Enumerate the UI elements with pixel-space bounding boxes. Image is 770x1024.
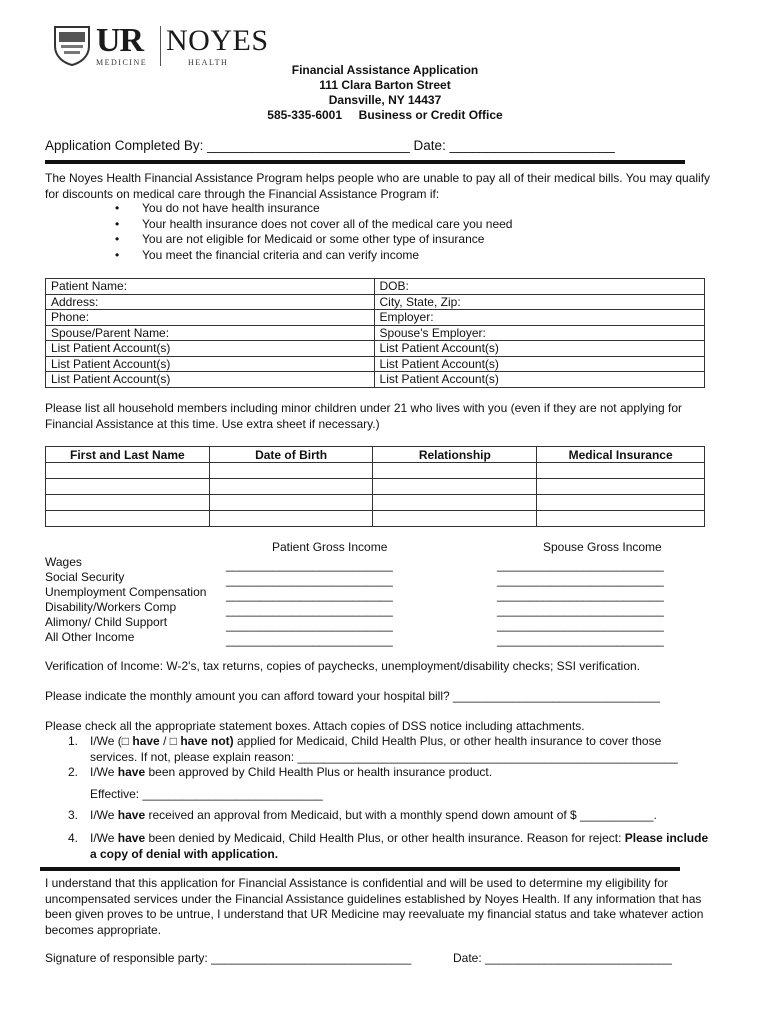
spouse-income-header: Spouse Gross Income <box>543 540 662 554</box>
patient-income-input[interactable]: _________________________ <box>226 633 393 647</box>
have-not-checkbox-label[interactable]: have not) <box>180 734 234 748</box>
explain-reason-field[interactable]: services. If not, please explain reason: _________________________________________________________ <box>90 749 678 764</box>
statement-text: been denied by Medicaid, Child Health Plus, or other health insurance. Reason for reject: <box>145 831 625 845</box>
statement-3 <box>68 808 730 824</box>
table-cell[interactable] <box>537 463 705 479</box>
statement-text: applied for Medicaid, Child Health Plus, or other health insurance to cover those <box>233 734 662 748</box>
signature-date-field[interactable]: Date: ____________________________ <box>453 951 672 965</box>
criteria-list <box>142 201 702 263</box>
table-cell[interactable] <box>537 495 705 511</box>
logo-divider <box>160 26 161 66</box>
statement-text: I/We <box>90 808 118 822</box>
list-item: • You do not have health insurance <box>142 201 702 217</box>
logo-ur: UR <box>96 22 144 59</box>
patient-income-input[interactable]: _________________________ <box>226 558 393 572</box>
statement-text: I/We <box>90 765 118 779</box>
statement-1 <box>68 734 730 765</box>
income-label: Unemployment Compensation <box>45 585 207 599</box>
table-cell[interactable] <box>373 495 537 511</box>
list-item: • You meet the financial criteria and can verify income <box>142 248 702 264</box>
table-row <box>46 356 705 372</box>
statement-emphasis: Please include a copy of denial with application. <box>90 831 709 861</box>
spouse-parent-name-field[interactable]: Spouse/Parent Name: <box>46 325 375 341</box>
list-item: • You are not eligible for Medicaid or some other type of insurance <box>142 232 702 248</box>
understanding-statement: I understand that this application for Financial Assistance is confidential and will be used to determine my eligibility for uncompensated services under the Financial Assistance guidelines established by Noyes Health. If any information that has been given proves to be untrue, I understand that UR Medicine may reevaluate my financial status and take whatever action becomes appropriate. <box>45 876 704 937</box>
effective-date-field[interactable]: Effective: ___________________________ <box>90 787 323 801</box>
column-header: First and Last Name <box>46 447 210 463</box>
city-state-zip: Dansville, NY 14437 <box>328 93 442 107</box>
household-instructions: Please list all household members including minor children under 21 who lives with you (even if they are not applying for Financial Assistance at this time. Use extra sheet if necessary.) <box>45 401 683 431</box>
statement-text: I/We (□ <box>90 734 133 748</box>
table-cell[interactable] <box>46 511 210 527</box>
verification-note: Verification of Income: W-2's, tax returns, copies of paychecks, unemployment/disability checks; SSI verification. <box>45 659 640 673</box>
table-cell[interactable] <box>373 511 537 527</box>
table-header-row <box>46 447 705 463</box>
table-row <box>46 511 705 527</box>
table-row <box>46 463 705 479</box>
statement-number: 3. <box>68 808 79 822</box>
statement-text: I/We <box>90 831 118 845</box>
table-cell[interactable] <box>46 463 210 479</box>
income-label: Disability/Workers Comp <box>45 600 177 614</box>
completed-by-field[interactable]: Application Completed By: ___________________________ Date: ______________________ <box>45 138 615 153</box>
patient-account-field[interactable]: List Patient Account(s) <box>374 372 704 388</box>
table-cell[interactable] <box>537 479 705 495</box>
logo-medicine: MEDICINE <box>96 58 148 67</box>
table-row <box>46 325 705 341</box>
phone-field[interactable]: Phone: <box>46 310 375 326</box>
statement-text: received an approval from Medicaid, but with a monthly spend down amount of $ ___________. <box>145 808 657 822</box>
patient-info-table <box>45 278 705 388</box>
table-cell[interactable] <box>373 479 537 495</box>
statement-text: / □ <box>159 734 181 748</box>
spouse-income-input[interactable]: _________________________ <box>497 603 664 617</box>
statements-list-cont <box>68 831 710 862</box>
spouse-income-input[interactable]: _________________________ <box>497 558 664 572</box>
table-row <box>46 341 705 357</box>
intro-paragraph: The Noyes Health Financial Assistance Program helps people who are unable to pay all of their medical bills. You may qualify for discounts on medical care through the Financial Assistance Program if: <box>45 171 711 201</box>
logo-health: HEALTH <box>188 58 229 67</box>
table-cell[interactable] <box>537 511 705 527</box>
patient-income-header: Patient Gross Income <box>272 540 388 554</box>
patient-income-input[interactable]: _________________________ <box>226 573 393 587</box>
income-label: Alimony/ Child Support <box>45 615 168 629</box>
table-row <box>46 294 705 310</box>
patient-account-field[interactable]: List Patient Account(s) <box>374 341 704 357</box>
statement-text: been approved by Child Health Plus or health insurance product. <box>145 765 493 779</box>
patient-income-fields <box>226 558 393 648</box>
statement-emphasis: have <box>117 808 146 822</box>
logo <box>52 22 270 68</box>
patient-income-input[interactable]: _________________________ <box>226 618 393 632</box>
address-field[interactable]: Address: <box>46 294 375 310</box>
table-cell[interactable] <box>209 511 373 527</box>
column-header: Relationship <box>373 447 537 463</box>
spouse-income-fields <box>497 558 664 648</box>
spouse-income-input[interactable]: _________________________ <box>497 588 664 602</box>
patient-account-field[interactable]: List Patient Account(s) <box>46 356 375 372</box>
income-label: Social Security <box>45 570 125 584</box>
table-cell[interactable] <box>209 495 373 511</box>
check-instructions: Please check all the appropriate statement boxes. Attach copies of DSS notice including attachments. <box>45 719 585 733</box>
divider-rule <box>45 160 685 164</box>
street-address: 111 Clara Barton Street <box>319 78 451 92</box>
table-row <box>46 279 705 295</box>
statements-list-cont <box>68 808 730 824</box>
table-row <box>46 495 705 511</box>
spouse-employer-field[interactable]: Spouse's Employer: <box>374 325 704 341</box>
patient-account-field[interactable]: List Patient Account(s) <box>374 356 704 372</box>
table-cell[interactable] <box>373 463 537 479</box>
dob-field[interactable]: DOB: <box>374 279 704 295</box>
table-cell[interactable] <box>46 495 210 511</box>
patient-income-input[interactable]: _________________________ <box>226 588 393 602</box>
shield-icon <box>52 24 92 66</box>
employer-field[interactable]: Employer: <box>374 310 704 326</box>
income-labels <box>45 555 206 645</box>
phone-office: 585-335-6001 Business or Credit Office <box>267 108 503 122</box>
table-cell[interactable] <box>46 479 210 495</box>
spouse-income-input[interactable]: _________________________ <box>497 573 664 587</box>
city-state-zip-field[interactable]: City, State, Zip: <box>374 294 704 310</box>
statements-list <box>68 734 730 781</box>
household-table <box>45 446 705 527</box>
patient-name-field[interactable]: Patient Name: <box>46 279 375 295</box>
logo-noyes: NOYES <box>166 24 269 57</box>
spouse-income-input[interactable]: _________________________ <box>497 618 664 632</box>
statement-number: 2. <box>68 765 79 779</box>
form-title: Financial Assistance Application <box>291 63 479 77</box>
column-header: Medical Insurance <box>537 447 705 463</box>
table-cell[interactable] <box>209 479 373 495</box>
table-row <box>46 372 705 388</box>
divider-rule <box>40 867 680 871</box>
statement-number: 4. <box>68 831 79 845</box>
signature-field[interactable]: Signature of responsible party: ______________________________ <box>45 951 412 965</box>
column-header: Date of Birth <box>209 447 373 463</box>
statement-number: 1. <box>68 734 79 748</box>
have-checkbox-label[interactable]: have <box>132 734 160 748</box>
table-cell[interactable] <box>209 463 373 479</box>
statement-emphasis: have <box>117 765 146 779</box>
income-label: All Other Income <box>45 630 135 644</box>
statement-2 <box>68 765 730 781</box>
table-row <box>46 479 705 495</box>
statement-emphasis: have <box>117 831 146 845</box>
list-item: • Your health insurance does not cover all of the medical care you need <box>142 217 702 233</box>
patient-income-input[interactable]: _________________________ <box>226 603 393 617</box>
spouse-income-input[interactable]: _________________________ <box>497 633 664 647</box>
table-row <box>46 310 705 326</box>
income-label: Wages <box>45 555 82 569</box>
document-header <box>200 63 570 123</box>
patient-account-field[interactable]: List Patient Account(s) <box>46 372 375 388</box>
patient-account-field[interactable]: List Patient Account(s) <box>46 341 375 357</box>
statement-4 <box>68 831 710 862</box>
monthly-amount-field[interactable]: Please indicate the monthly amount you can afford toward your hospital bill? _______________________________ <box>45 689 660 703</box>
